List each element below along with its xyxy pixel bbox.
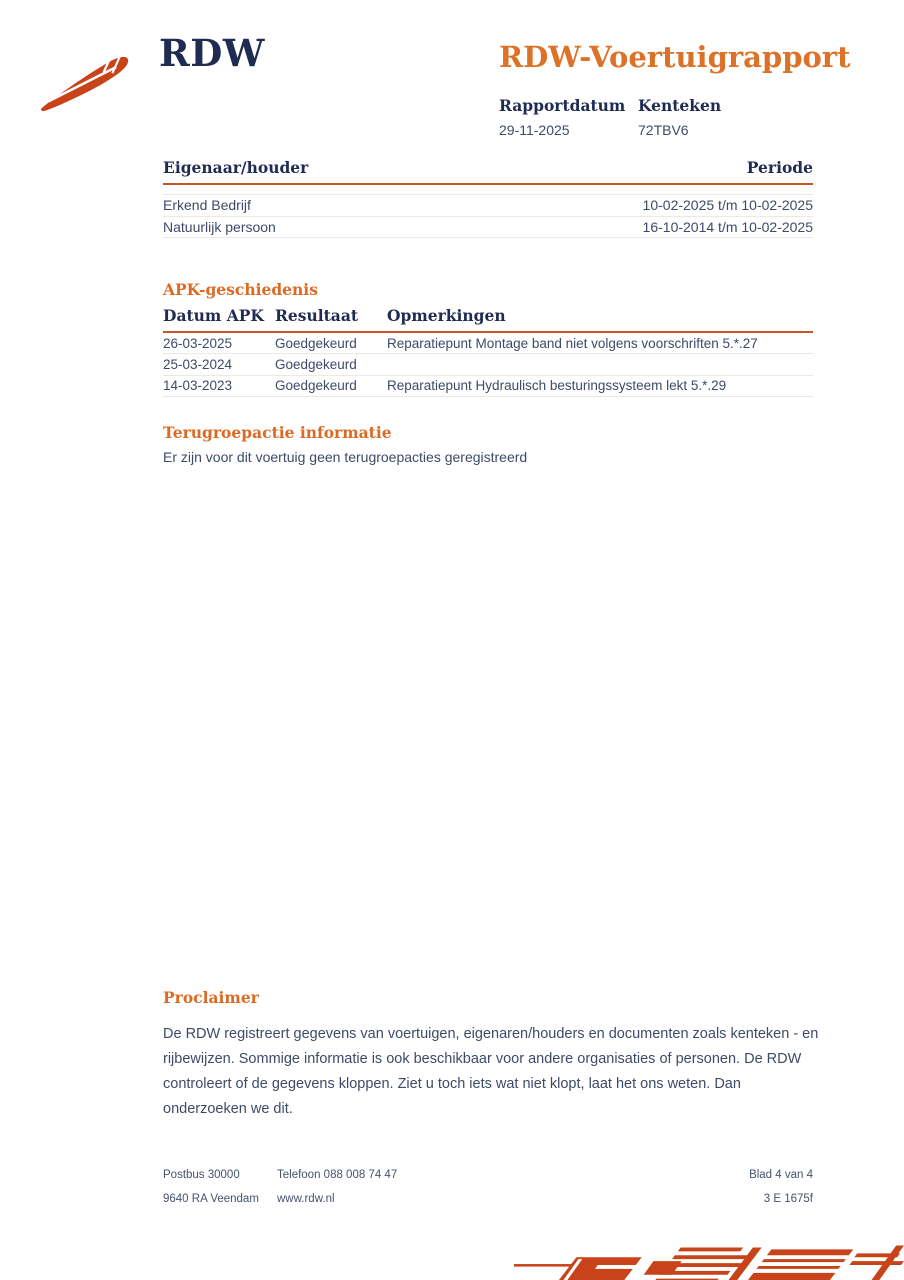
proclaimer-section	[163, 988, 821, 1122]
apk-table-header	[163, 306, 813, 333]
license-plate-value: 72TBV6	[638, 122, 689, 138]
apk-history-section	[163, 280, 813, 397]
footer-page-column	[749, 1169, 813, 1206]
report-meta	[499, 96, 721, 138]
proclaimer-body-text: De RDW registreert gegevens van voertuigen, eigenaren/houders en documenten zoals kenteken - en rijbewijzen. Sommige informatie is ook beschikbaar voor andere organisaties of personen. De RDW controleert of de gegevens kloppen. Ziet u toch iets wat niet klopt, laat het ons weten. Dan onderzoeken we dit.	[163, 1026, 819, 1117]
apk-datum: 26-03-2025	[163, 335, 233, 351]
table-row	[163, 195, 813, 217]
apk-resultaat: Goedgekeurd	[275, 378, 357, 394]
period-header-label: Periode	[746, 158, 813, 177]
table-row	[163, 354, 813, 375]
footer-phone: Telefoon 088 008 74 47	[277, 1169, 398, 1181]
speed-stripes-graphic-icon	[514, 1245, 904, 1280]
page-footer	[163, 1169, 813, 1206]
page-title: RDW-Voertuigrapport	[499, 40, 851, 74]
owner-rows	[163, 194, 813, 238]
report-date-value: 29-11-2025	[499, 122, 570, 138]
apk-section-heading: APK-geschiedenis	[163, 280, 318, 299]
apk-opmerkingen: Reparatiepunt Montage band niet volgens voorschriften 5.*.27	[387, 335, 758, 351]
table-row	[163, 333, 813, 354]
apk-col-datum: Datum APK	[163, 306, 264, 325]
rdw-wordmark: RDW	[159, 31, 265, 75]
apk-col-opmerkingen: Opmerkingen	[387, 306, 506, 325]
owner-header-label: Eigenaar/houder	[163, 158, 309, 177]
footer-contact-column	[277, 1169, 749, 1206]
apk-col-resultaat: Resultaat	[275, 306, 359, 325]
apk-datum: 14-03-2023	[163, 378, 233, 394]
rdw-logo-swoosh-icon	[38, 50, 148, 112]
footer-doc-code: 3 E 1675f	[763, 1193, 813, 1205]
apk-resultaat: Goedgekeurd	[275, 356, 357, 372]
license-plate-label: Kenteken	[638, 96, 722, 115]
apk-opmerkingen: Reparatiepunt Hydraulisch besturingssysteem lekt 5.*.29	[387, 378, 727, 394]
footer-page-number: Blad 4 van 4	[749, 1169, 813, 1181]
proclaimer-heading: Proclaimer	[163, 988, 259, 1007]
owner-section	[163, 158, 813, 238]
owner-section-header	[163, 158, 813, 185]
footer-website: www.rdw.nl	[277, 1193, 335, 1205]
apk-resultaat: Goedgekeurd	[275, 335, 357, 351]
report-date-label: Rapportdatum	[499, 96, 626, 115]
owner-period: 10-02-2025 t/m 10-02-2025	[642, 197, 813, 214]
owner-period: 16-10-2014 t/m 10-02-2025	[642, 218, 813, 235]
footer-postbus: Postbus 30000	[163, 1169, 240, 1181]
owner-name: Erkend Bedrijf	[163, 197, 251, 214]
footer-city: 9640 RA Veendam	[163, 1193, 259, 1205]
recall-section	[163, 423, 813, 465]
owner-name: Natuurlijk persoon	[163, 218, 276, 235]
table-row	[163, 217, 813, 239]
footer-address-column	[163, 1169, 277, 1206]
recall-section-heading: Terugroepactie informatie	[163, 423, 392, 442]
recall-body-text: Er zijn voor dit voertuig geen terugroepacties geregistreerd	[163, 449, 528, 465]
table-row	[163, 376, 813, 397]
apk-table	[163, 306, 813, 397]
report-date-block	[499, 96, 638, 138]
apk-datum: 25-03-2024	[163, 356, 233, 372]
license-plate-block	[638, 96, 721, 138]
